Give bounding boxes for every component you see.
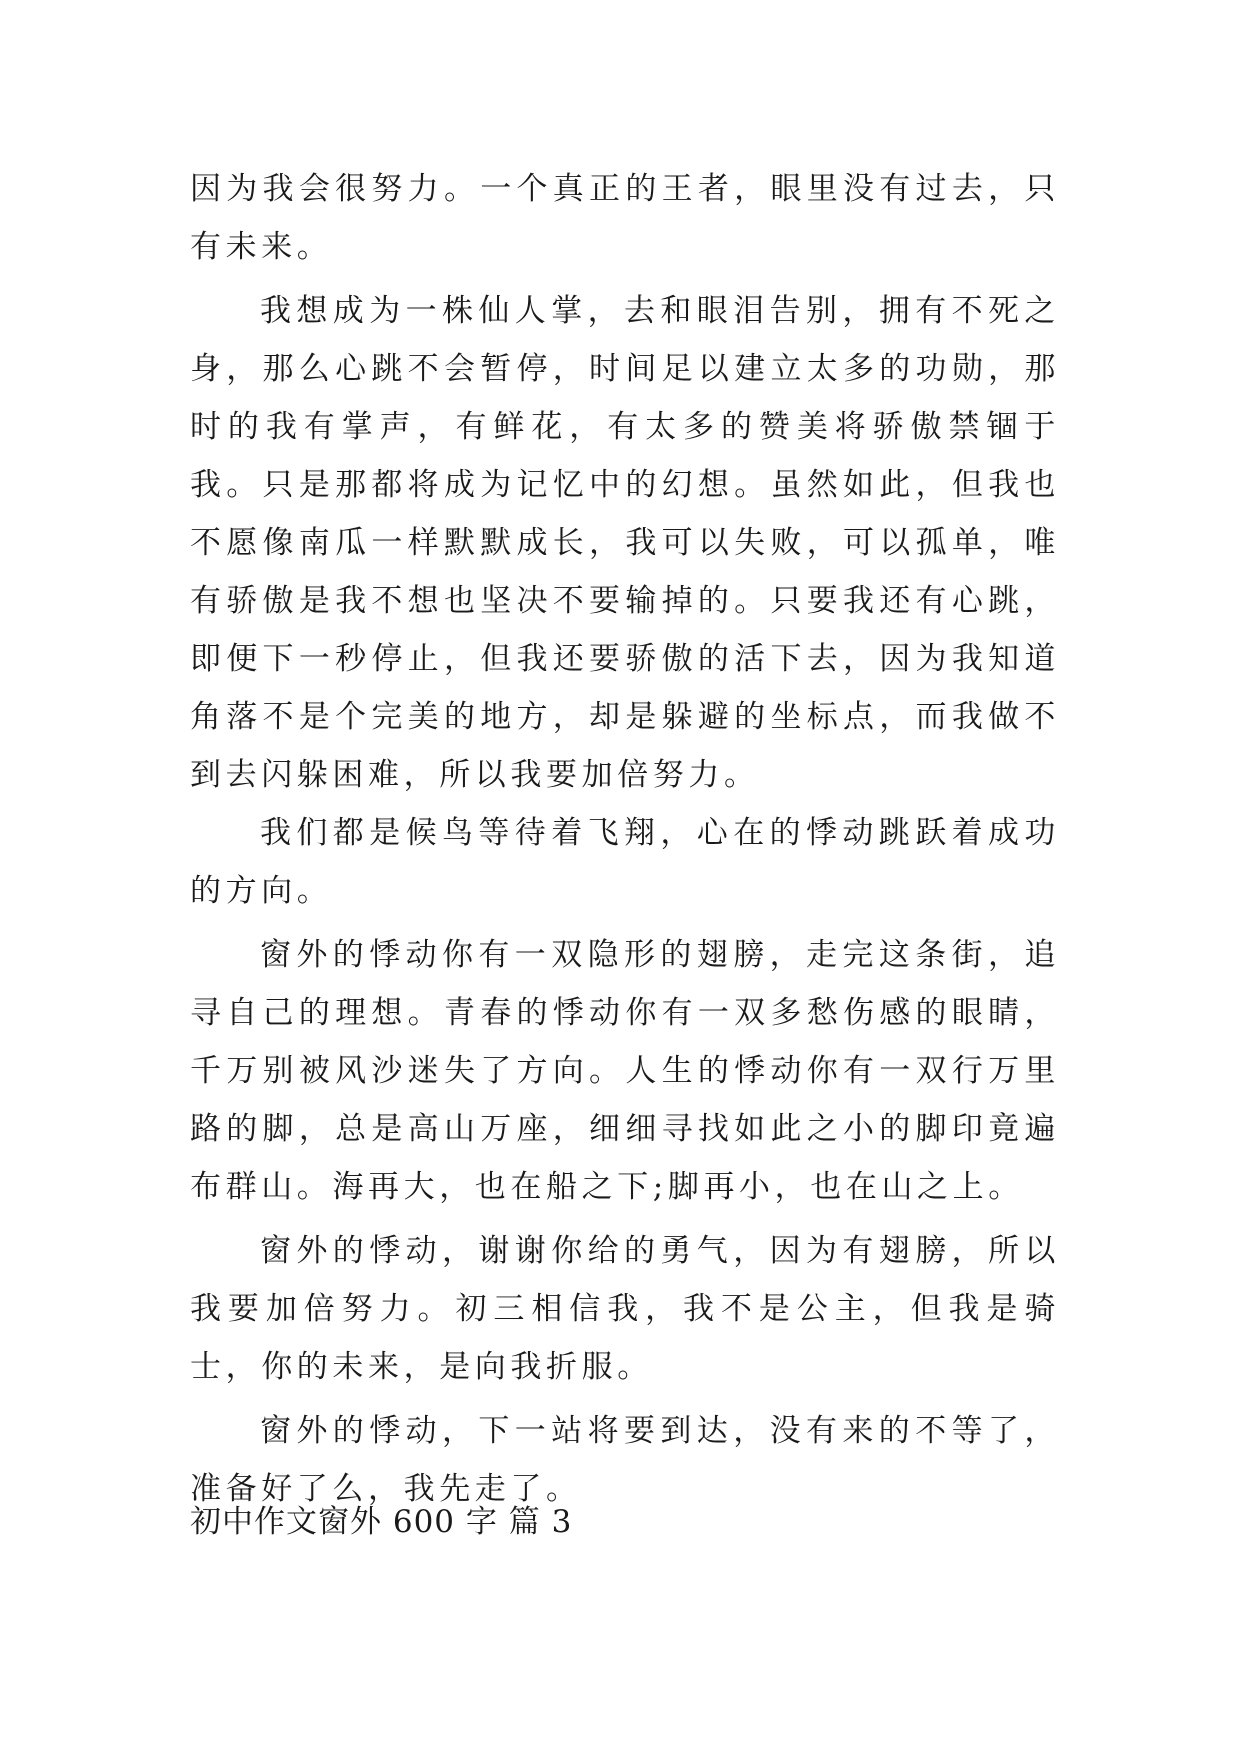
- paragraph-migratory-birds: 我们都是候鸟等待着飞翔，心在的悸动跳跃着成功的方向。: [190, 815, 1060, 909]
- paragraph-cactus: 我想成为一株仙人掌，去和眼泪告别，拥有不死之身，那么心跳不会暂停，时间足以建立太多的功勋，那时的我有掌声，有鲜花，有太多的赞美将骄傲禁锢于我。只是那都将成为记忆中的幻想。虽然如此，但我也不愿像南瓜一样默默成长，我可以失败，可以孤单，唯有骄傲是我不想也坚决不要输掉的。只要我还有心跳，即便下一秒停止，但我还要骄傲的活下去，因为我知道角落不是个完美的地方，却是躲避的坐标点，而我做不到去闪躲困难，所以我要加倍努力。: [190, 293, 1060, 793]
- paragraph-next-stop: 窗外的悸动，下一站将要到达，没有来的不等了，准备好了么，我先走了。: [190, 1413, 1060, 1507]
- paragraph-window-throb: 窗外的悸动你有一双隐形的翅膀，走完这条街，追寻自己的理想。青春的悸动你有一双多愁伤感的眼睛，千万别被风沙迷失了方向。人生的悸动你有一双行万里路的脚，总是高山万座，细细寻找如此之小的脚印竟遍布群山。海再大，也在船之下;脚再小，也在山之上。: [190, 937, 1060, 1205]
- essay-body: [190, 160, 1060, 1518]
- paragraph-continuation: 因为我会很努力。一个真正的王者，眼里没有过去，只有未来。: [190, 171, 1060, 265]
- section-heading: 初中作文窗外 600 字 篇 3: [190, 1504, 573, 1540]
- paragraph-courage: 窗外的悸动，谢谢你给的勇气，因为有翅膀，所以我要加倍努力。初三相信我，我不是公主，但我是骑士，你的未来，是向我折服。: [190, 1233, 1060, 1385]
